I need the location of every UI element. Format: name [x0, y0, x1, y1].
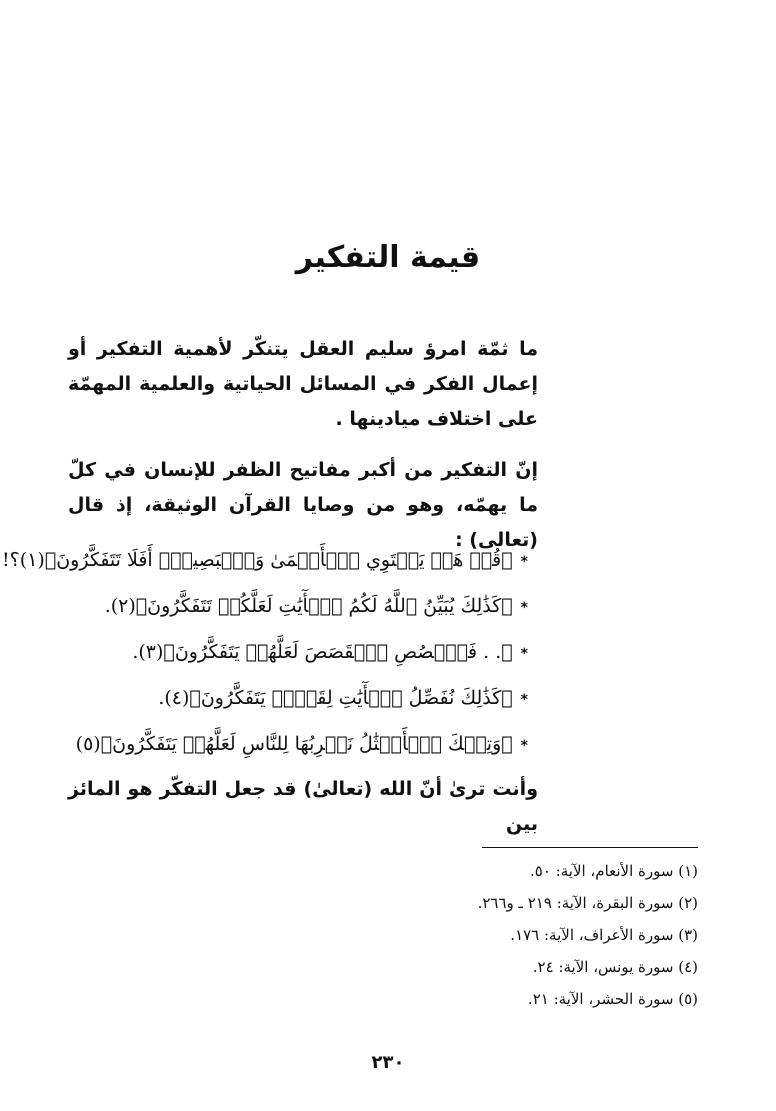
paragraph-intro: ما ثمّة امرؤ سليم العقل يتنكّر لأهمية التفكير أو إعمال الفكر في المسائل الحياتية والعلمية المهمّة على اختلاف ميادينها . [68, 338, 538, 430]
verse-text: ﴿كَذَٰلِكَ يُبَيِّنُ ٱللَّهُ لَكُمُ ٱلۡأٓيَٰتِ لَعَلَّكُمۡ تَتَفَكَّرُونَ﴾(٢). [104, 595, 513, 617]
verse-item [68, 583, 528, 629]
bullet-star-icon: * [520, 646, 528, 662]
footnote-item: (٤) سورة يونس، الآية: ٢٤. [532, 958, 698, 976]
bullet-star-icon: * [520, 600, 528, 616]
footnotes [298, 855, 698, 1015]
bullet-star-icon: * [520, 554, 528, 570]
verse-item [68, 675, 528, 721]
verse-item [68, 721, 528, 767]
footnote-item: (٢) سورة البقرة، الآية: ٢١٩ ـ و٢٦٦. [477, 894, 698, 912]
paragraph-continuation: وأنت ترىٰ أنّ الله (تعالىٰ) قد جعل التفكّر هو المائز بين [68, 778, 538, 835]
paragraph-quran-advice: إنّ التفكير من أكبر مفاتيح الظفر للإنسان في كلّ ما يهمّه، وهو من وصايا القرآن الوثيقة، إذ قال (تعالى) : [68, 459, 538, 551]
verse-text: ﴿. . فَٱقۡصُصِ ٱلۡقَصَصَ لَعَلَّهُمۡ يَتَفَكَّرُونَ﴾(٣). [132, 641, 513, 663]
verse-item [2, 537, 528, 583]
footnote-divider [482, 847, 698, 848]
page-title: قيمة التفكير [295, 240, 481, 275]
verse-text: ﴿كَذَٰلِكَ نُفَصِّلُ ٱلۡأٓيَٰتِ لِقَوۡمٖ يَتَفَكَّرُونَ﴾(٤). [158, 687, 513, 709]
verse-text: ﴿قُلۡ هَلۡ يَسۡتَوِي ٱلۡأَعۡمَىٰ وَٱلۡبَصِيرُۚ أَفَلَا تَتَفَكَّرُونَ﴾(١)؟! [2, 549, 513, 571]
page-number: ٢٣٠ [371, 1052, 405, 1073]
footnote-item: (١) سورة الأنعام، الآية: ٥٠. [530, 862, 698, 880]
bullet-star-icon: * [520, 692, 528, 708]
verse-item [68, 629, 528, 675]
bullet-star-icon: * [520, 738, 528, 754]
verse-list [2, 537, 528, 767]
footnote-item: (٣) سورة الأعراف، الآية: ١٧٦. [510, 926, 698, 944]
verse-text: ﴿وَتِلۡكَ ٱلۡأَمۡثَٰلُ نَضۡرِبُهَا لِلنَّاسِ لَعَلَّهُمۡ يَتَفَكَّرُونَ﴾(٥) [75, 733, 513, 755]
footnote-item: (٥) سورة الحشر، الآية: ٢١. [527, 990, 698, 1008]
